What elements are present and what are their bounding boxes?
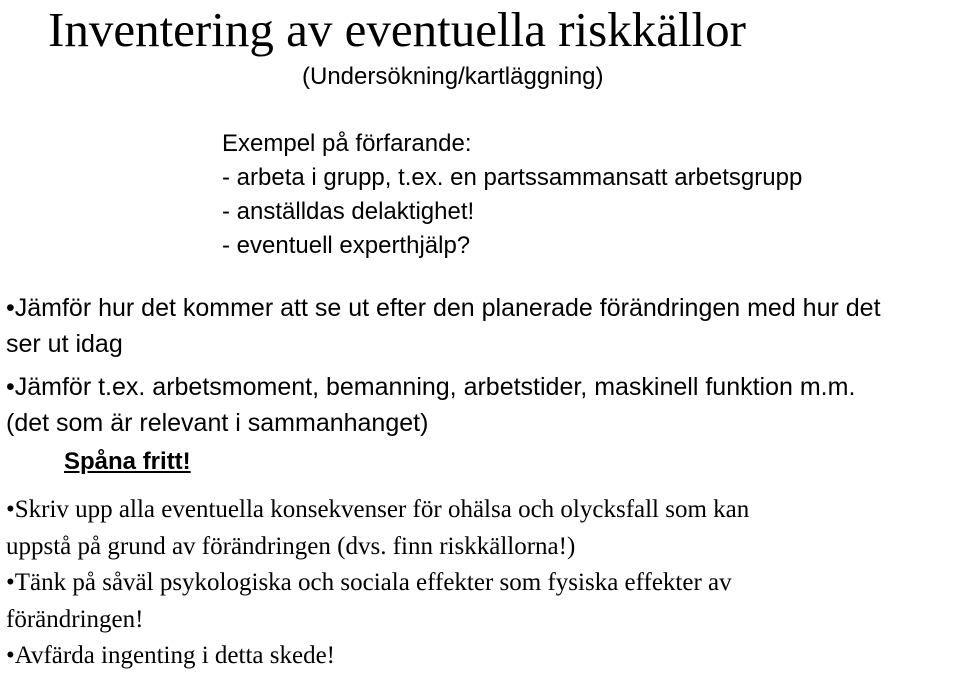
compare-example-block: [6, 369, 855, 441]
compare-example-line: (det som är relevant i sammanhanget): [6, 409, 429, 437]
example-item: - arbeta i grupp, t.ex. en partssammansatt arbetsgrupp: [222, 164, 803, 191]
compare-line: •Jämför hur det kommer att se ut efter den planerade förändringen med hur det: [6, 294, 881, 322]
bullet-block: [6, 492, 749, 675]
bullet-line: •Tänk på såväl psykologiska och sociala effekter som fysiska effekter av: [6, 569, 732, 596]
brainstorm-heading: Spåna fritt!: [64, 448, 191, 475]
compare-block: [6, 290, 881, 362]
bullet-line: •Avfärda ingenting i detta skede!: [6, 642, 336, 669]
example-item: - eventuell experthjälp?: [222, 232, 471, 259]
bullet-line: uppstå på grund av förändringen (dvs. finn riskkällorna!): [6, 532, 576, 560]
compare-example-line: •Jämför t.ex. arbetsmoment, bemanning, arbetstider, maskinell funktion m.m.: [6, 373, 856, 401]
example-item: - anställdas delaktighet!: [222, 198, 475, 225]
compare-line: ser ut idag: [6, 330, 123, 358]
page-subtitle: (Undersökning/kartläggning): [302, 63, 604, 90]
bullet-line: •Skriv upp alla eventuella konsekvenser för ohälsa och olycksfall som kan: [6, 496, 750, 523]
page-title: Inventering av eventuella riskkällor: [48, 2, 746, 57]
bullet-line: förändringen!: [6, 605, 144, 633]
example-block: [222, 127, 802, 263]
example-heading: Exempel på förfarande:: [222, 130, 472, 157]
